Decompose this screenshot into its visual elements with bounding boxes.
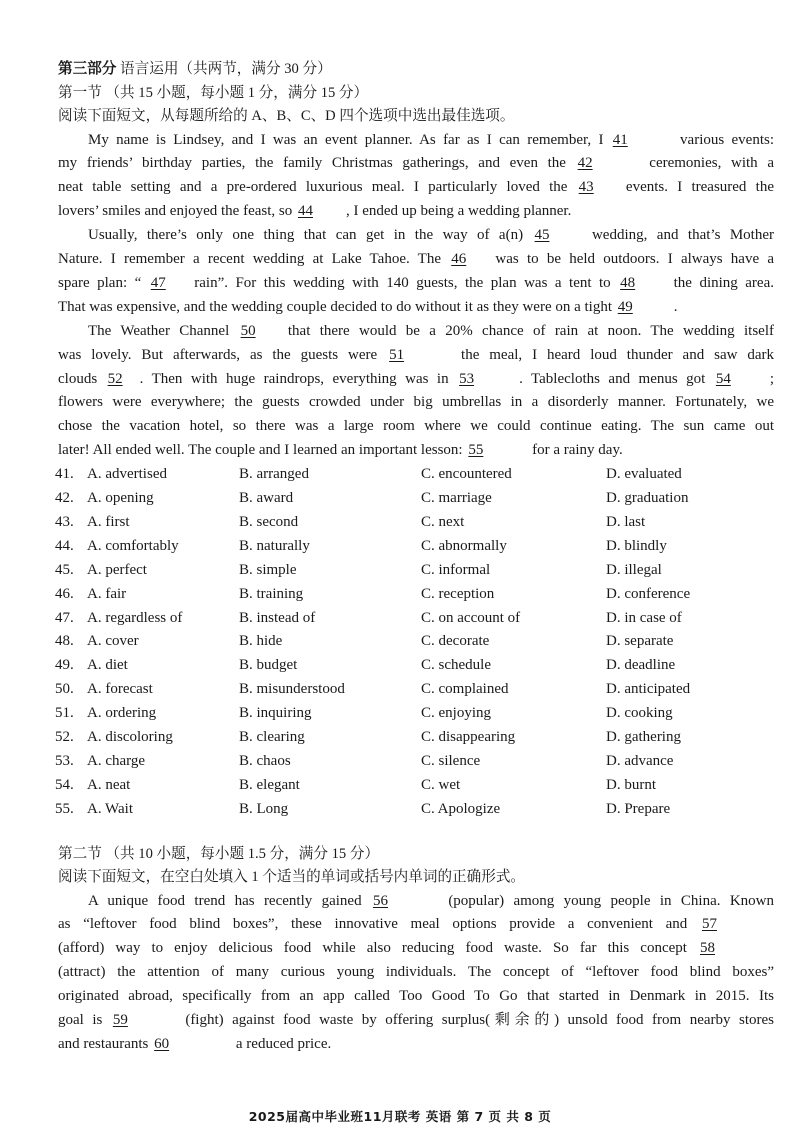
text-run: (fight) against food waste by offering surplus(剩余的) unsold food from nearby stores xyxy=(176,1012,774,1029)
option-row xyxy=(55,774,774,798)
option-row xyxy=(55,678,774,702)
text-run: the dining area. xyxy=(666,274,774,291)
option-c: C. reception xyxy=(421,585,495,602)
option-d: D. graduation xyxy=(606,490,689,507)
question-number: 41. xyxy=(55,466,74,483)
option-b: B. training xyxy=(239,585,304,602)
blank-56: 56 xyxy=(372,892,388,909)
option-a: A. forecast xyxy=(87,681,153,698)
option-c: C. silence xyxy=(421,752,481,769)
option-b: B. inquiring xyxy=(239,705,312,722)
blank-58: 58 xyxy=(700,940,715,957)
part3-heading xyxy=(58,58,774,82)
option-a: A. fair xyxy=(87,585,127,602)
text-run: My name is Lindsey, and I was an event planner. As far as I can remember, I xyxy=(88,131,611,148)
option-row xyxy=(55,654,774,678)
option-c: C. on account of xyxy=(421,609,521,626)
question-number: 55. xyxy=(55,800,74,817)
section1-title: 第一节 （共 15 小题，每小题 1 分，满分 15 分） xyxy=(58,84,369,101)
text-line xyxy=(58,248,774,272)
option-d: D. illegal xyxy=(606,561,662,578)
text-run: , I ended up being a wedding planner. xyxy=(346,203,572,220)
text-run: as “leftover food blind boxes”, these innovative meal options provide a convenient and xyxy=(58,916,700,933)
option-a: A. neat xyxy=(87,776,131,793)
blank-51: 51 xyxy=(389,346,405,363)
blank-54: 54 xyxy=(715,370,731,387)
blank-46: 46 xyxy=(451,251,467,268)
text-run: . xyxy=(673,298,678,315)
text-line xyxy=(58,368,774,392)
text-run: rain”. For this wedding with 140 guests, the plan was a tent to xyxy=(186,274,619,291)
option-c: C. disappearing xyxy=(421,728,516,745)
text-run: lovers’ smiles and enjoyed the feast, so xyxy=(58,203,296,220)
option-d: D. evaluated xyxy=(606,466,682,483)
text-line xyxy=(58,320,774,344)
question-number: 52. xyxy=(55,728,74,745)
text-run: wedding, and that’s Mother xyxy=(582,227,774,244)
option-c: C. encountered xyxy=(421,466,512,483)
text-line xyxy=(58,1033,774,1057)
option-d: D. gathering xyxy=(606,728,681,745)
question-number: 42. xyxy=(55,490,74,507)
option-a: A. regardless of xyxy=(87,609,183,626)
text-run: later! All ended well. The couple and I learned an important lesson: xyxy=(58,442,467,459)
options-list xyxy=(55,463,774,821)
option-a: A. charge xyxy=(87,752,146,769)
text-run: ceremonies, with a xyxy=(639,155,775,172)
option-a: A. Wait xyxy=(87,800,134,817)
text-run: Nature. I remember a recent wedding at Lake Tahoe. The xyxy=(58,251,450,268)
question-number: 51. xyxy=(55,705,74,722)
option-b: B. instead of xyxy=(239,609,316,626)
text-run: (attract) the attention of many curious young individuals. The concept of “leftover food blind boxes” xyxy=(58,964,774,981)
blank-43: 43 xyxy=(578,179,594,196)
blank-48: 48 xyxy=(620,274,636,291)
question-number: 46. xyxy=(55,585,74,602)
text-run: flowers were everywhere; the guests crowded under big umbrellas in a disorderly manner. Fortunately, we xyxy=(58,394,774,411)
question-number: 54. xyxy=(55,776,74,793)
option-row xyxy=(55,702,774,726)
question-number: 50. xyxy=(55,681,74,698)
option-row xyxy=(55,798,774,822)
option-d: D. cooking xyxy=(606,705,673,722)
text-run: A unique food trend has recently gained xyxy=(88,892,371,909)
blank-42: 42 xyxy=(577,155,593,172)
part3-name: 语言运用（共两节，满分 30 分） xyxy=(120,61,332,77)
blank-44: 44 xyxy=(298,203,313,220)
blank-53: 53 xyxy=(459,370,475,387)
text-run: neat table setting and a pre-ordered luxurious meal. I particularly loved the xyxy=(58,179,577,196)
option-a: A. advertised xyxy=(87,466,167,483)
passage1-paragraph3 xyxy=(58,320,774,463)
blank-49: 49 xyxy=(617,298,633,315)
passage2-paragraph xyxy=(58,890,774,1057)
option-d: D. deadline xyxy=(606,657,676,674)
option-row xyxy=(55,487,774,511)
text-run: my friends’ birthday parties, the family Christmas gatherings, and even the xyxy=(58,155,576,172)
part3-title: 第三部分 xyxy=(58,61,117,77)
text-line xyxy=(58,937,774,961)
option-d: D. last xyxy=(606,513,646,530)
option-b: B. chaos xyxy=(239,752,291,769)
question-number: 48. xyxy=(55,633,74,650)
option-row xyxy=(55,726,774,750)
text-line xyxy=(58,961,774,985)
text-run: (popular) among young people in China. Known xyxy=(438,892,774,909)
option-row xyxy=(55,535,774,559)
text-run: . Then with huge raindrops, everything was in xyxy=(139,370,458,387)
blank-60: 60 xyxy=(154,1035,170,1052)
text-line xyxy=(58,985,774,1009)
blank-45: 45 xyxy=(534,227,550,244)
text-run: . Tablecloths and menus got xyxy=(519,370,714,387)
text-line xyxy=(58,176,774,200)
section1-instructions: 阅读下面短文，从每题所给的 A、B、C、D 四个选项中选出最佳选项。 xyxy=(58,108,515,124)
text-line xyxy=(58,913,774,937)
text-line xyxy=(58,1009,774,1033)
text-line xyxy=(58,439,774,463)
option-row xyxy=(55,750,774,774)
question-number: 43. xyxy=(55,513,74,530)
text-line xyxy=(58,224,774,248)
question-number: 49. xyxy=(55,657,74,674)
blank-55: 55 xyxy=(468,442,484,459)
option-a: A. diet xyxy=(87,657,128,674)
option-c: C. marriage xyxy=(421,490,492,507)
question-number: 45. xyxy=(55,561,74,578)
question-number: 44. xyxy=(55,537,74,554)
option-row xyxy=(55,583,774,607)
text-run: The Weather Channel xyxy=(88,322,239,339)
text-run: for a rainy day. xyxy=(528,442,623,459)
option-row xyxy=(55,607,774,631)
option-d: D. blindly xyxy=(606,537,667,554)
text-line xyxy=(58,344,774,368)
text-run: (afford) way to enjoy delicious food while also reducing food waste. So far this concept xyxy=(58,940,698,957)
option-d: D. in case of xyxy=(606,609,682,626)
text-run: spare plan: “ xyxy=(58,274,149,291)
text-run: various events: xyxy=(672,131,774,148)
question-number: 53. xyxy=(55,752,74,769)
option-d: D. conference xyxy=(606,585,691,602)
text-run: That was expensive, and the wedding couple decided to do without it as they were on a tight xyxy=(58,298,616,315)
option-a: A. opening xyxy=(87,490,154,507)
option-d: D. burnt xyxy=(606,776,656,793)
question-number: 47. xyxy=(55,609,74,626)
option-c: C. decorate xyxy=(421,633,490,650)
option-c: C. abnormally xyxy=(421,537,507,554)
option-b: B. simple xyxy=(239,561,297,578)
text-run: goal is xyxy=(58,1012,111,1029)
section2-instructions: 阅读下面短文，在空白处填入 1 个适当的单词或括号内单词的正确形式。 xyxy=(58,869,526,886)
option-c: C. complained xyxy=(421,681,509,698)
option-row xyxy=(55,511,774,535)
option-c: C. Apologize xyxy=(421,800,501,817)
option-b: B. misunderstood xyxy=(239,681,345,698)
option-c: C. wet xyxy=(421,776,461,793)
text-line xyxy=(58,129,774,153)
option-b: B. award xyxy=(239,490,294,507)
text-run: clouds xyxy=(58,370,106,387)
option-a: A. perfect xyxy=(87,561,147,578)
option-b: B. clearing xyxy=(239,728,305,745)
section2-title: 第二节 （共 10 小题，每小题 1.5 分，满分 15 分） xyxy=(58,845,380,862)
option-d: D. anticipated xyxy=(606,681,691,698)
text-line xyxy=(58,152,774,176)
text-line xyxy=(58,890,774,914)
blank-59: 59 xyxy=(112,1012,128,1029)
text-run: ; xyxy=(769,370,774,387)
option-d: D. advance xyxy=(606,752,674,769)
blank-47: 47 xyxy=(150,274,166,291)
blank-50: 50 xyxy=(240,322,256,339)
passage1-paragraph2 xyxy=(58,224,774,320)
text-run: chose the vacation hotel, so there was a large room where we could continue eating. The sun came out xyxy=(58,418,774,435)
option-b: B. arranged xyxy=(239,466,309,483)
text-run: was lovely. But afterwards, as the guests were xyxy=(58,346,388,363)
page-footer: 2025届高中毕业班11月联考 英语 第 7 页 共 8 页 xyxy=(248,1109,552,1124)
option-b: B. elegant xyxy=(239,776,300,793)
text-run: Usually, there’s only one thing that can get in the way of a(n) xyxy=(88,227,533,244)
option-row xyxy=(55,630,774,654)
option-a: A. cover xyxy=(87,633,139,650)
option-c: C. informal xyxy=(421,561,491,578)
blank-52: 52 xyxy=(107,370,123,387)
text-line xyxy=(58,391,774,415)
option-b: B. hide xyxy=(239,633,283,650)
option-a: A. discoloring xyxy=(87,728,173,745)
text-line xyxy=(58,296,774,320)
option-row xyxy=(55,463,774,487)
text-run: was to be held outdoors. I always have a xyxy=(487,251,774,268)
option-row xyxy=(55,559,774,583)
option-a: A. first xyxy=(87,513,130,530)
option-b: B. naturally xyxy=(239,537,310,554)
text-run: a reduced price. xyxy=(232,1035,332,1052)
text-line xyxy=(58,200,774,224)
option-c: C. schedule xyxy=(421,657,491,674)
text-run: originated abroad, specifically from an app called Too Good To Go that started in Denmark in 2015. Its xyxy=(58,988,774,1005)
text-run: that there would be a 20% chance of rain at noon. The wedding itself xyxy=(278,322,774,339)
text-run: and restaurants xyxy=(58,1035,153,1052)
text-line xyxy=(58,272,774,296)
option-b: B. Long xyxy=(239,800,289,817)
option-d: D. separate xyxy=(606,633,674,650)
option-a: A. comfortably xyxy=(87,537,179,554)
option-b: B. budget xyxy=(239,657,298,674)
option-a: A. ordering xyxy=(87,705,157,722)
text-run: the meal, I heard loud thunder and saw dark xyxy=(451,346,774,363)
exam-page xyxy=(55,58,775,1057)
blank-41: 41 xyxy=(612,131,628,148)
option-c: C. enjoying xyxy=(421,705,491,722)
option-b: B. second xyxy=(239,513,299,530)
passage1-paragraph1 xyxy=(58,129,774,225)
option-d: D. Prepare xyxy=(606,800,671,817)
text-line xyxy=(58,415,774,439)
blank-57: 57 xyxy=(702,916,717,933)
option-c: C. next xyxy=(421,513,465,530)
text-run: events. I treasured the xyxy=(616,179,775,196)
